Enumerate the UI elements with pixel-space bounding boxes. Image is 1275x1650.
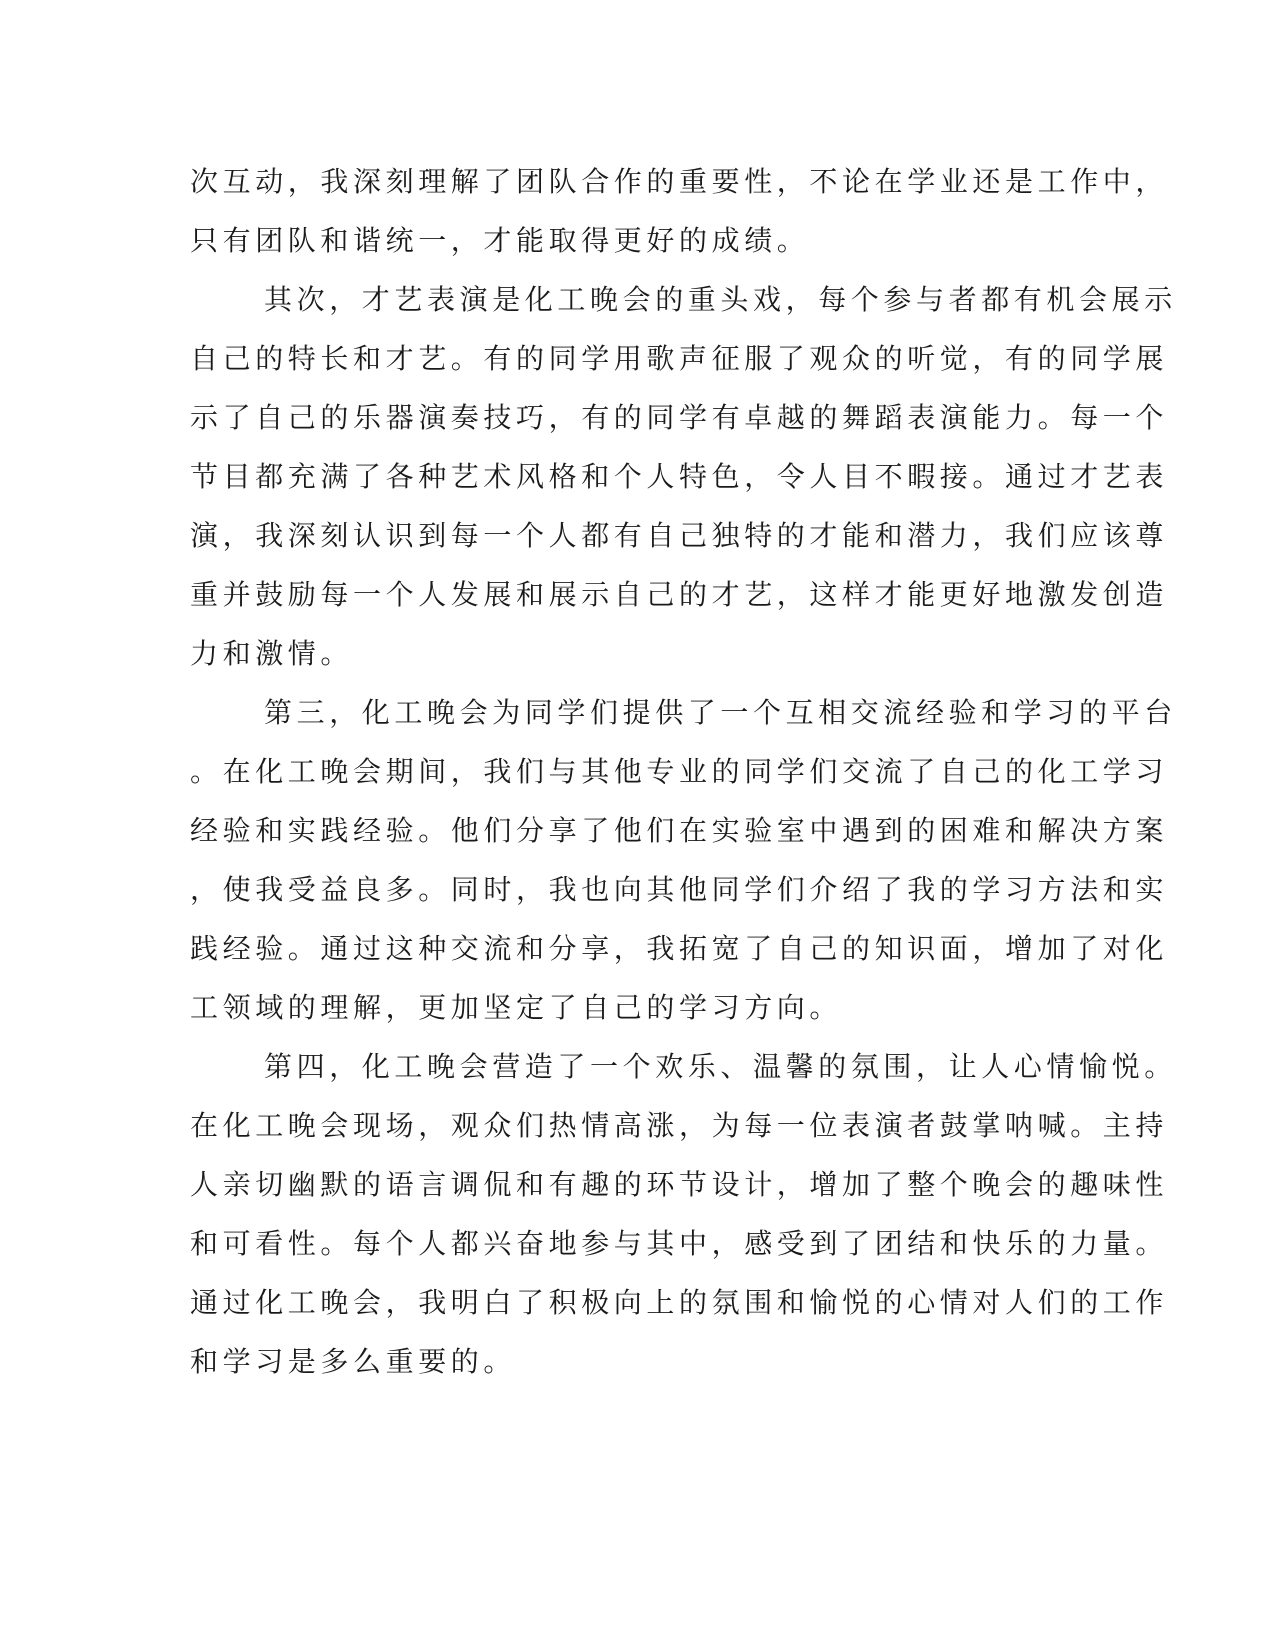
paragraph-start-line: 第三，化工晚会为同学们提供了一个互相交流经验和学习的平台: [264, 696, 1177, 729]
text-line: 次互动，我深刻理解了团队合作的重要性，不论在学业还是工作中，: [190, 165, 1169, 198]
text-line: 通过化工晚会，我明白了积极向上的氛围和愉悦的心情对人们的工作: [190, 1286, 1169, 1319]
text-line: 和学习是多么重要的。: [190, 1345, 517, 1378]
text-line: 践经验。通过这种交流和分享，我拓宽了自己的知识面，增加了对化: [190, 932, 1169, 965]
text-line: 和可看性。每个人都兴奋地参与其中，感受到了团结和快乐的力量。: [190, 1227, 1169, 1260]
text-line: 只有团队和谐统一，才能取得更好的成绩。: [190, 224, 810, 257]
text-line: 人亲切幽默的语言调侃和有趣的环节设计，增加了整个晚会的趣味性: [190, 1168, 1169, 1201]
text-line: 重并鼓励每一个人发展和展示自己的才艺，这样才能更好地激发创造: [190, 578, 1169, 611]
text-line: 节目都充满了各种艺术风格和个人特色，令人目不暇接。通过才艺表: [190, 460, 1169, 493]
text-line: 示了自己的乐器演奏技巧，有的同学有卓越的舞蹈表演能力。每一个: [190, 401, 1169, 434]
text-line: 自己的特长和才艺。有的同学用歌声征服了观众的听觉，有的同学展: [190, 342, 1169, 375]
text-line: 在化工晚会现场，观众们热情高涨，为每一位表演者鼓掌呐喊。主持: [190, 1109, 1169, 1142]
text-line: ，使我受益良多。同时，我也向其他同学们介绍了我的学习方法和实: [190, 873, 1169, 906]
text-line: 演，我深刻认识到每一个人都有自己独特的才能和潜力，我们应该尊: [190, 519, 1169, 552]
text-line: 。在化工晚会期间，我们与其他专业的同学们交流了自己的化工学习: [190, 755, 1169, 788]
paragraph-start-line: 其次，才艺表演是化工晚会的重头戏，每个参与者都有机会展示: [264, 283, 1177, 316]
paragraph-start-line: 第四，化工晚会营造了一个欢乐、温馨的氛围，让人心情愉悦。: [264, 1050, 1177, 1083]
text-line: 工领域的理解，更加坚定了自己的学习方向。: [190, 991, 843, 1024]
text-line: 力和激情。: [190, 637, 354, 670]
text-line: 经验和实践经验。他们分享了他们在实验室中遇到的困难和解决方案: [190, 814, 1169, 847]
